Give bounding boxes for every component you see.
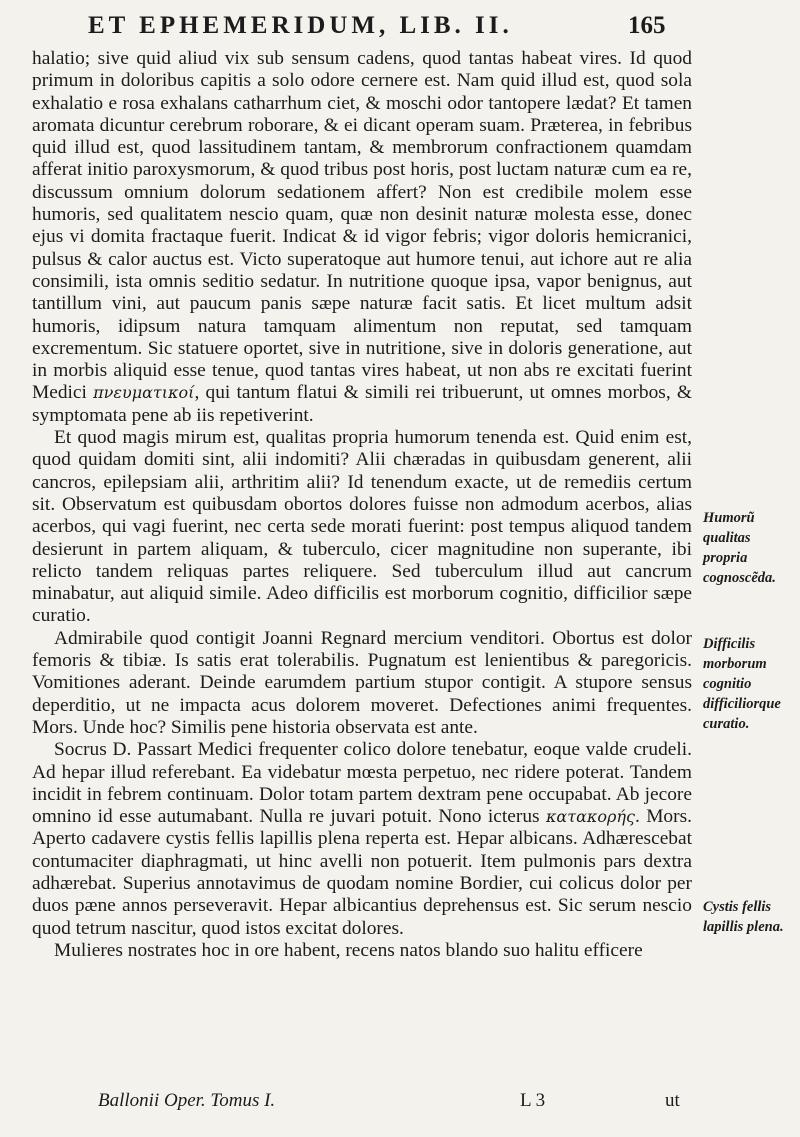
footer-sheet-mark: L 3: [520, 1090, 546, 1111]
paragraph-2: Et quod magis mirum est, qualitas propria humorum tenenda est. Quid enim est, quod quidam domiti sint, alii indomiti? Alii chæradas in quibusdam generent, alii cancros, epilepsiam alii, arthritim alii? Id tenendum exacte, ut de remediis certum sit. Observatum est quibusdam obortos dolores fuisse non admodum acerbos, alias acerbos, qui vagi fuerint, nec certa sede morati fuerint: post tempus aliquod tandem desierunt in partem aliquam, & tuberculo, cicer magnitudine non superante, ibi relicto tandem reliquas partes reliquere. Sed tuberculum illud aut cancrum minabatur, aut aliquid simile. Adeo difficilis est morborum cognitio, difficilior sæpe curatio.: [32, 427, 692, 627]
margin-note-difficilis: Difficilis morborum cognitio difficiliorque curatio.: [703, 636, 781, 732]
greek-term-pneumatikoi: πνευματικοί: [93, 383, 195, 403]
paragraph-4: [32, 739, 692, 940]
paragraph-4-text: Socrus D. Passart Medici frequenter colico dolore tenebatur, eoque valde crudeli. Ad hepar illud referebant. Ea videbatur mœsta perpetuo, nec ridere poterat. Tandem incidit in febrem continuam. Dolor totam partem dextram pene occupabat. Ab jecore omnino id esse autumabant. Nulla re juvari potuit. Nono icterus: [32, 739, 692, 828]
greek-term-katakores: κατακορής: [545, 807, 635, 827]
paragraph-5: Mulieres nostrates hoc in ore habent, recens natos blando suo halitu efficere: [54, 939, 643, 961]
paragraph-1: [32, 48, 692, 427]
paragraph-1-end: , qui tantum flatui & simili rei tribuerunt, ut omnes morbos, & symptomata pene ab iis repetiverint.: [32, 382, 692, 426]
running-header: [0, 4, 800, 46]
page-number: 165: [628, 12, 666, 39]
margin-note-cystis: Cystis fellis lapillis plena.: [703, 899, 784, 935]
footer-signature: Ballonii Oper. Tomus I.: [98, 1090, 276, 1111]
running-title: ET EPHEMERIDUM, LIB. II.: [88, 12, 513, 39]
main-text-column: [32, 48, 692, 962]
footer-catchword: ut: [665, 1090, 680, 1111]
paragraph-1-text: halatio; sive quid aliud vix sub sensum cadens, quod tantas habeat vires. Id quod primum in doloribus capitis a solo odore cernere est. Nam quid illud est, quod sola exhalatio e rosa exhalans catharrhum ciet, & moschi odor tantopere lædat? Et tamen aromata dicuntur cerebrum roborare, & ei dicant operam suam. Præterea, in febribus quid illud est, quod lassitudinem tantam, & membrorum confractionem quamdam afferat initio paroxysmorum, & quod tribus post horis, post luctam naturæ cum ea re, discussum omnium dolorum sedationem affert? Non est credibile molem esse humoris, sed qualitatem nescio quam, quæ non desinit naturæ molesta esse, donec ejus vi domita fractaque fuerit. Indicat & id vigor febris; vigor doloris hemicranici, pulsus & calor auctus est. Victo superatoque aut humore tenui, aut ichore aut re alia consimili, ista omnis seditio sedatur. In nutritione quoque ipsa, vapor benignus, aut tantillum vini, aut paucum panis sæpe naturæ facit satis. Et licet multum adsit humoris, idipsum natura tamquam alimentum non reputat, sed tamquam excrementum. Sic statuere oportet, sive in nutritione, sive in doloris generatione, aut in morbis aliquid esse tenue, quod tantas vires habeat, ut non abs re excitati fuerint Medici: [32, 48, 692, 404]
paragraph-3: Admirabile quod contigit Joanni Regnard mercium venditori. Obortus est dolor femoris & tibiæ. Is satis erat tolerabilis. Pugnatum est lenientibus & paregoricis. Vomitiones aderant. Deinde earumdem partium stupor contigit. A stupore sensus deperditio, ut ne impacta acus dolorem moveret. Defectiones animi frequentes. Mors. Unde hoc? Similis pene historia observata est ante.: [32, 627, 692, 738]
page-footer: [0, 1088, 800, 1128]
paragraph-4-end: . Mors. Aperto cadavere cystis fellis lapillis plena reperta est. Hepar albicans. Adhærescebat contumaciter diaphragmati, ut hinc avelli non potuerit. Item pulmonis pars dextra adhærebat. Superius annotavimus de quodam nomine Bordier, cui colicus dolor per duos pæne annos perseveravit. Hepar albicantius deprehensus est. Sic serum nescio quod tetrum nascitur, quod istos excitat dolores.: [32, 806, 692, 939]
margin-note-humorum: Humorũ qualitas propria cognoscẽda.: [703, 510, 776, 586]
